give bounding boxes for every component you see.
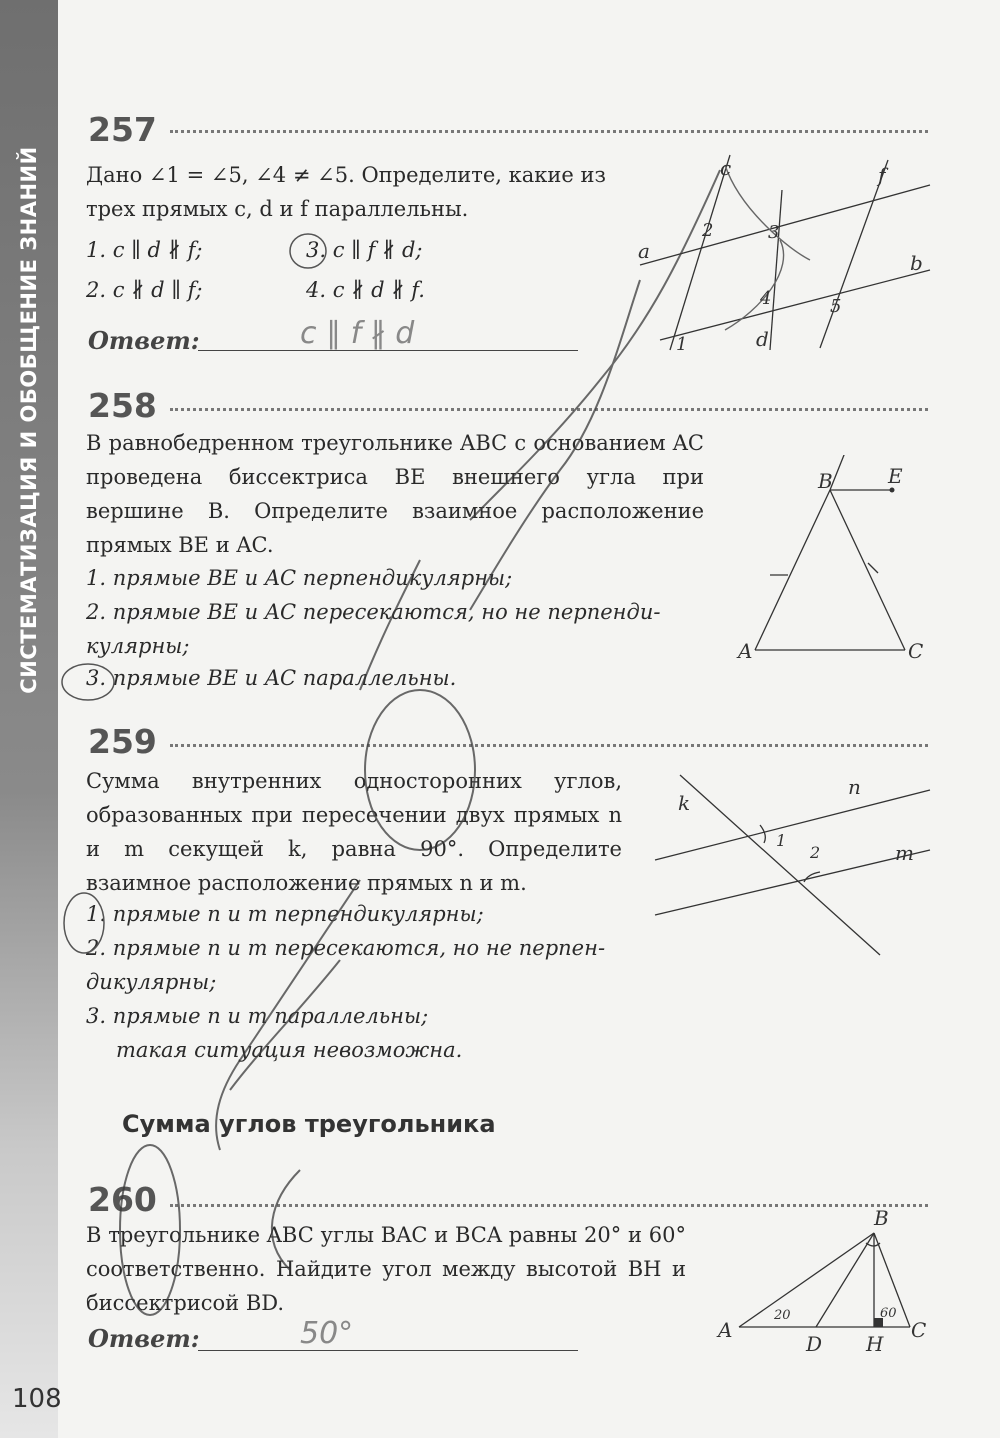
label-A: A <box>718 1318 733 1342</box>
problem-257-option-3: 3. c ∥ f ∦ d; <box>306 238 423 262</box>
label-angle-1: 1 <box>776 831 787 850</box>
problem-259-option-1: 1. прямые n и m перпендикулярны; <box>86 902 484 926</box>
problem-260-number: 260 <box>88 1180 157 1219</box>
problem-258-option-2-cont: кулярны; <box>86 634 190 658</box>
label-C: C <box>908 639 924 663</box>
problem-257-answer-label: Ответ: <box>88 326 200 355</box>
problem-258-option-2: 2. прямые BE и AC пересекаются, но не перпенди- <box>86 600 661 624</box>
label-H: H <box>866 1332 884 1355</box>
label-m: m <box>895 841 914 865</box>
problem-258-option-1: 1. прямые BE и AC перпендикулярны; <box>86 566 513 590</box>
label-angle-3: 3 <box>768 222 780 243</box>
label-C: C <box>911 1318 927 1342</box>
label-D: D <box>806 1332 823 1355</box>
label-n: n <box>848 775 861 799</box>
problem-258-number: 258 <box>88 386 157 425</box>
problem-257-option-1: 1. c ∥ d ∦ f; <box>86 238 203 262</box>
problem-259-option-3: 3. прямые n и m параллельны; <box>86 1004 429 1028</box>
problem-257-divider <box>170 130 928 133</box>
problem-259-text: Сумма внутренних односторонних углов, образованных при пересечении двух прямых n и m секущей k, равна 90°. Определите взаимное расположение прямых n и m. <box>86 769 622 895</box>
problem-260-figure <box>714 1205 934 1355</box>
problem-257-option-2: 2. c ∦ d ∥ f; <box>86 278 203 302</box>
problem-260-text: В треугольнике ABC углы BAC и BCA равны 20° и 60° соответственно. Найдите угол между высотой BH и биссектрисой BD. <box>86 1223 686 1315</box>
label-B: B <box>818 469 833 493</box>
label-angle-1: 1 <box>676 334 688 355</box>
problem-259-option-2: 2. прямые n и m пересекаются, но не перпен- <box>86 936 606 960</box>
label-A: A <box>738 639 753 663</box>
problem-257-selection-circle <box>286 230 330 272</box>
label-E: E <box>888 464 903 488</box>
label-angle-5: 5 <box>830 296 842 317</box>
label-angle-60: 60 <box>880 1306 897 1321</box>
problem-258-figure <box>730 455 940 665</box>
problem-258-text: В равнобедренном треугольнике ABC с основанием AC проведена биссектриса BE внешнего угла при вершине B. Определите взаимное расположение прямых BE и AC. <box>86 431 704 557</box>
label-B: B <box>874 1206 889 1230</box>
problem-259-figure <box>650 770 940 960</box>
problem-260-answer-label: Ответ: <box>88 1324 200 1353</box>
problem-260-answer-line <box>198 1350 578 1351</box>
problem-259-option-4: такая ситуация невозможна. <box>116 1038 463 1062</box>
label-a: a <box>638 239 650 263</box>
sidebar-band <box>0 0 58 1438</box>
sidebar-title: СИСТЕМАТИЗАЦИЯ И ОБОБЩЕНИЕ ЗНАНИЙ <box>17 146 41 694</box>
problem-259-divider <box>170 744 928 747</box>
label-angle-4: 4 <box>760 288 772 309</box>
label-b: b <box>910 251 923 275</box>
label-c: c <box>720 156 732 180</box>
problem-258-option-3: 3. прямые BE и AC параллельны. <box>86 666 457 690</box>
label-k: k <box>678 791 691 815</box>
section-title: Сумма углов треугольника <box>122 1110 496 1138</box>
page-number: 108 <box>12 1384 62 1414</box>
problem-258-divider <box>170 408 928 411</box>
label-f: f <box>878 163 886 187</box>
problem-257-number: 257 <box>88 110 157 149</box>
label-angle-20: 20 <box>774 1308 791 1323</box>
problem-259-option-2-cont: дикулярны; <box>86 970 217 994</box>
label-d: d <box>756 327 769 351</box>
problem-258-selection-circle <box>58 660 118 704</box>
label-angle-2: 2 <box>810 843 821 862</box>
problem-260-handwritten-answer: 50° <box>300 1316 354 1351</box>
problem-257-option-4: 4. c ∦ d ∦ f. <box>306 278 425 302</box>
label-angle-2: 2 <box>702 220 714 241</box>
problem-257-handwritten-answer: c ∥ f ∦ d <box>300 316 415 351</box>
problem-259-number: 259 <box>88 722 157 761</box>
problem-259-selection-circle <box>56 888 112 958</box>
problem-257-figure <box>630 150 940 360</box>
problem-257-text: Дано ∠1 = ∠5, ∠4 ≠ ∠5. Определите, какие из трех прямых c, d и f параллельны. <box>86 163 606 221</box>
